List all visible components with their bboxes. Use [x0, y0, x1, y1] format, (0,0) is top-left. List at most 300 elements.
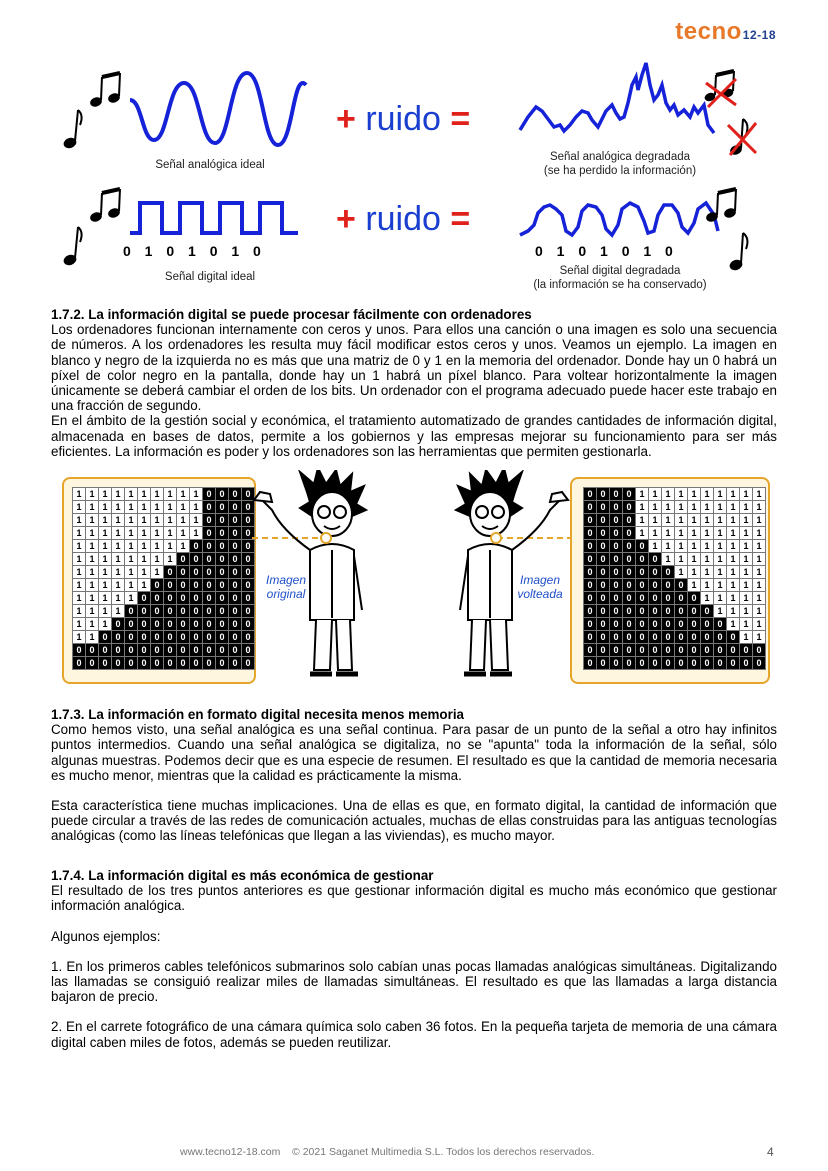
analog-wave-ideal: [130, 73, 306, 145]
bit-cell: 0: [203, 540, 216, 553]
bit-cell: 0: [662, 566, 675, 579]
plus-sign: +: [336, 100, 356, 138]
music-note-icon: [63, 73, 121, 149]
bit-cell: 0: [203, 553, 216, 566]
bit-cell: 0: [636, 631, 649, 644]
bit-cell: 1: [86, 514, 99, 527]
bit-cell: 0: [216, 488, 229, 501]
bit-cell: 0: [597, 644, 610, 657]
digital-wave-ideal: [130, 203, 298, 233]
bit-cell: 0: [112, 618, 125, 631]
scientist-icon: [456, 470, 568, 674]
bit-cell: 0: [597, 527, 610, 540]
bit-cell: 1: [714, 514, 727, 527]
bit-cell: 1: [753, 618, 766, 631]
bit-cell: 0: [229, 579, 242, 592]
digital-ideal-label: Señal digital ideal: [164, 271, 256, 283]
bit-cell: 1: [636, 514, 649, 527]
music-note-icon: [705, 189, 747, 271]
bit-cell: 1: [740, 514, 753, 527]
noise-equation-analog: [336, 100, 470, 139]
bit-cell: 1: [740, 501, 753, 514]
bit-cell: 0: [164, 644, 177, 657]
bit-cell: 1: [190, 527, 203, 540]
bit-cell: 1: [99, 618, 112, 631]
bit-cell: 1: [675, 527, 688, 540]
bit-cell: 0: [753, 644, 766, 657]
bit-cell: 1: [688, 514, 701, 527]
bit-cell: 1: [138, 501, 151, 514]
bit-cell: 1: [675, 553, 688, 566]
bit-cell: 1: [190, 488, 203, 501]
bit-cell: 0: [597, 566, 610, 579]
equals-sign: =: [450, 100, 471, 138]
bit-cell: 0: [216, 657, 229, 670]
bit-cell: 0: [190, 592, 203, 605]
bit-cell: 1: [151, 566, 164, 579]
bit-cell: 0: [623, 501, 636, 514]
bit-cell: 0: [242, 605, 255, 618]
bit-cell: 0: [662, 618, 675, 631]
bit-cell: 0: [675, 579, 688, 592]
bit-cell: 1: [86, 631, 99, 644]
paragraph: El resultado de los tres puntos anteriores es que gestionar información digital es mucho más económico que gestionar información analógica.: [51, 883, 777, 914]
paragraph: 1. En los primeros cables telefónicos submarinos solo cabían unas pocas llamadas analógicas simultáneas. Digitalizando las llamadas se consiguió realizar miles de llamadas simultáneas. El resultado es que las llamadas a larga distancia bajaron de precio.: [51, 958, 777, 1005]
bit-cell: 0: [610, 488, 623, 501]
bit-cell: 0: [190, 566, 203, 579]
bit-cell: 0: [623, 644, 636, 657]
scientist-icon: [254, 470, 366, 674]
bit-cell: 0: [714, 618, 727, 631]
bit-cell: 1: [740, 540, 753, 553]
bit-cell: 0: [649, 592, 662, 605]
bit-cell: 0: [216, 579, 229, 592]
bit-cell: 0: [242, 644, 255, 657]
footer-text: www.tecno12-18.com © 2021 Saganet Multimedia S.L. Todos los derechos reservados.: [180, 1146, 595, 1158]
bit-cell: 1: [177, 527, 190, 540]
bit-cell: 0: [675, 657, 688, 670]
bit-cell: 1: [701, 592, 714, 605]
crossed-music-note-icon: [703, 71, 756, 156]
bit-cell: 1: [125, 579, 138, 592]
bit-cell: 1: [714, 553, 727, 566]
analog-degraded-line2: (se ha perdido la información): [543, 165, 697, 177]
bit-cell: 1: [649, 488, 662, 501]
bit-cell: 0: [636, 605, 649, 618]
bit-cell: 1: [151, 540, 164, 553]
bit-cell: 0: [610, 605, 623, 618]
bit-cell: 0: [229, 514, 242, 527]
bit-cell: 1: [190, 501, 203, 514]
page-number: 4: [767, 1145, 774, 1159]
analog-ideal-label: Señal analógica ideal: [155, 159, 265, 171]
bit-cell: 1: [727, 605, 740, 618]
bit-cell: 1: [177, 488, 190, 501]
bit-cell: 1: [73, 605, 86, 618]
bit-cell: 0: [138, 605, 151, 618]
bit-cell: 1: [753, 488, 766, 501]
bit-cell: 0: [584, 501, 597, 514]
bit-cell: 0: [597, 618, 610, 631]
bit-cell: 0: [203, 501, 216, 514]
bit-cell: 0: [216, 553, 229, 566]
digital-wave-degraded: [520, 203, 718, 235]
bit-cell: 0: [229, 566, 242, 579]
bit-cell: 1: [701, 501, 714, 514]
bit-cell: 0: [73, 644, 86, 657]
bit-cell: 0: [610, 657, 623, 670]
bit-cell: 0: [164, 579, 177, 592]
bit-cell: 1: [701, 514, 714, 527]
bit-cell: 1: [675, 540, 688, 553]
bit-cell: 1: [125, 527, 138, 540]
bit-cell: 1: [86, 488, 99, 501]
bit-cell: 0: [177, 592, 190, 605]
bit-cell: 0: [584, 527, 597, 540]
bit-cell: 0: [177, 553, 190, 566]
bit-cell: 1: [99, 566, 112, 579]
bit-cell: 0: [597, 592, 610, 605]
bit-cell: 1: [662, 501, 675, 514]
bit-cell: 0: [623, 527, 636, 540]
bit-cell: 0: [584, 618, 597, 631]
bit-cell: 0: [99, 631, 112, 644]
bit-cell: 0: [649, 579, 662, 592]
bit-cell: 0: [229, 488, 242, 501]
bit-cell: 0: [229, 501, 242, 514]
bit-cell: 1: [753, 579, 766, 592]
bit-cell: 0: [610, 618, 623, 631]
bit-cell: 1: [714, 592, 727, 605]
bit-cell: 0: [138, 644, 151, 657]
noise-label: ruido: [365, 100, 441, 138]
bit-cell: 0: [242, 540, 255, 553]
bit-cell: 0: [701, 644, 714, 657]
bit-cell: 0: [242, 488, 255, 501]
bit-cell: 1: [112, 540, 125, 553]
bit-cell: 1: [636, 488, 649, 501]
bit-cell: 1: [649, 540, 662, 553]
bit-cell: 1: [99, 540, 112, 553]
bit-cell: 0: [203, 631, 216, 644]
bit-cell: 1: [714, 540, 727, 553]
bit-cell: 1: [688, 579, 701, 592]
bit-cell: 1: [649, 527, 662, 540]
bit-cell: 0: [86, 644, 99, 657]
bit-cell: 1: [151, 501, 164, 514]
bit-cell: 1: [662, 553, 675, 566]
bit-cell: 0: [125, 618, 138, 631]
bit-cell: 1: [727, 618, 740, 631]
bit-cell: 1: [164, 540, 177, 553]
caption-flipped-line2: volteada: [517, 587, 563, 601]
bit-cell: 1: [99, 605, 112, 618]
bit-cell: 0: [649, 605, 662, 618]
bit-cell: 1: [86, 553, 99, 566]
bit-cell: 0: [229, 631, 242, 644]
bit-cell: 0: [636, 644, 649, 657]
bit-cell: 1: [73, 631, 86, 644]
bit-cell: 1: [138, 488, 151, 501]
bit-cell: 0: [675, 618, 688, 631]
bit-cell: 1: [73, 527, 86, 540]
bit-cell: 1: [125, 592, 138, 605]
bit-cell: 0: [688, 592, 701, 605]
bit-cell: 1: [99, 579, 112, 592]
bit-cell: 1: [740, 579, 753, 592]
bit-cell: 1: [112, 605, 125, 618]
bit-grid-original: [72, 487, 255, 670]
caption-flipped: [510, 573, 570, 601]
music-note-icon: [63, 189, 121, 266]
bit-cell: 0: [727, 631, 740, 644]
bit-cell: 0: [203, 514, 216, 527]
bit-cell: 0: [623, 566, 636, 579]
bit-cell: 1: [753, 540, 766, 553]
bit-cell: 0: [242, 579, 255, 592]
bit-cell: 0: [138, 592, 151, 605]
bit-cell: 0: [675, 605, 688, 618]
bit-cell: 0: [649, 618, 662, 631]
bit-cell: 0: [688, 644, 701, 657]
bit-cell: 0: [177, 566, 190, 579]
bit-cell: 1: [73, 501, 86, 514]
bit-cell: 0: [190, 657, 203, 670]
bit-cell: 0: [190, 553, 203, 566]
section-1-7-4: [51, 868, 777, 1050]
bit-cell: 0: [216, 566, 229, 579]
bit-cell: 0: [242, 514, 255, 527]
caption-original: [256, 573, 316, 601]
bit-cell: 0: [151, 644, 164, 657]
bit-cell: 1: [125, 514, 138, 527]
bit-cell: 1: [675, 514, 688, 527]
bit-cell: 1: [112, 566, 125, 579]
bit-cell: 0: [203, 488, 216, 501]
bit-cell: 1: [73, 553, 86, 566]
bit-cell: 0: [164, 631, 177, 644]
bit-cell: 0: [623, 553, 636, 566]
bit-cell: 0: [610, 644, 623, 657]
bit-cell: 0: [177, 618, 190, 631]
bit-cell: 1: [73, 618, 86, 631]
bit-cell: 0: [610, 566, 623, 579]
bit-cell: 1: [714, 501, 727, 514]
bit-cell: 1: [86, 618, 99, 631]
bit-cell: 0: [216, 592, 229, 605]
bit-cell: 1: [73, 540, 86, 553]
bit-cell: 1: [753, 527, 766, 540]
bit-cell: 0: [662, 631, 675, 644]
bit-cell: 0: [740, 657, 753, 670]
bit-cell: 0: [688, 605, 701, 618]
bit-cell: 1: [675, 501, 688, 514]
bit-cell: 0: [701, 631, 714, 644]
digits-degraded: 0 1 0 1 0 1 0: [535, 243, 673, 259]
bit-cell: 0: [584, 488, 597, 501]
bit-cell: 0: [151, 592, 164, 605]
bit-cell: 0: [190, 579, 203, 592]
bit-cell: 0: [597, 514, 610, 527]
bit-cell: 0: [138, 657, 151, 670]
bit-cell: 1: [740, 553, 753, 566]
bit-cell: 0: [649, 631, 662, 644]
bit-cell: 1: [688, 501, 701, 514]
bit-cell: 0: [125, 631, 138, 644]
bit-cell: 1: [164, 553, 177, 566]
bit-cell: 1: [688, 540, 701, 553]
bit-cell: 0: [229, 657, 242, 670]
bit-cell: 0: [203, 527, 216, 540]
bit-cell: 0: [636, 553, 649, 566]
bit-cell: 0: [229, 540, 242, 553]
bit-cell: 0: [623, 657, 636, 670]
bit-cell: 0: [753, 657, 766, 670]
bit-cell: 1: [727, 488, 740, 501]
bit-cell: 1: [714, 566, 727, 579]
bit-cell: 0: [623, 514, 636, 527]
bit-cell: 0: [229, 644, 242, 657]
bit-cell: 1: [86, 592, 99, 605]
plus-sign: +: [336, 200, 356, 238]
bit-cell: 0: [636, 540, 649, 553]
bit-cell: 0: [597, 657, 610, 670]
bit-cell: 0: [242, 527, 255, 540]
bit-cell: 0: [584, 644, 597, 657]
bit-cell: 0: [242, 501, 255, 514]
bit-cell: 0: [138, 631, 151, 644]
bit-cell: 0: [597, 579, 610, 592]
bit-cell: 0: [636, 592, 649, 605]
bit-cell: 1: [138, 579, 151, 592]
caption-flipped-line1: Imagen: [519, 573, 561, 587]
bit-cell: 1: [177, 501, 190, 514]
bit-cell: 1: [701, 488, 714, 501]
bit-cell: 0: [610, 540, 623, 553]
bit-cell: 0: [636, 579, 649, 592]
bit-cell: 0: [99, 657, 112, 670]
bit-cell: 0: [203, 579, 216, 592]
paragraph: Los ordenadores funcionan internamente con ceros y unos. Para ellos una canción o una imagen es solo una secuencia de números. A los ordenadores les resulta muy fácil modificar estos ceros y unos. Veamos un ejemplo. La imagen en blanco y negro de la izquierda no es más que una matriz de 0 y 1 en la memoria del ordenador. Donde hay un 0 habrá un píxel de color negro en la pantalla, donde hay un 1 habrá un píxel blanco. Para voltear horizontalmente la imagen únicamente se deberá cambiar el orden de los bits. Un ordenador con el programa adecuado puede hacer este trabajo en una fracción de segundo.: [51, 322, 777, 414]
bit-cell: 1: [701, 540, 714, 553]
bit-cell: 0: [597, 488, 610, 501]
bit-cell: 1: [177, 540, 190, 553]
bit-cell: 1: [138, 527, 151, 540]
bit-cell: 0: [636, 618, 649, 631]
bit-cell: 1: [753, 592, 766, 605]
bit-cell: 0: [190, 618, 203, 631]
bit-grid-flipped: [583, 487, 766, 670]
caption-original-line2: original: [266, 587, 306, 601]
bit-cell: 1: [740, 605, 753, 618]
bit-cell: 1: [125, 553, 138, 566]
bit-cell: 1: [86, 566, 99, 579]
bit-cell: 1: [701, 566, 714, 579]
bit-cell: 0: [610, 579, 623, 592]
bit-cell: 0: [649, 644, 662, 657]
bit-cell: 0: [112, 631, 125, 644]
bit-cell: 1: [753, 566, 766, 579]
bit-cell: 0: [623, 579, 636, 592]
bit-cell: 0: [649, 566, 662, 579]
bit-cell: 1: [740, 527, 753, 540]
bit-cell: 1: [662, 488, 675, 501]
bit-cell: 0: [229, 592, 242, 605]
bit-cell: 0: [662, 657, 675, 670]
bit-cell: 0: [597, 631, 610, 644]
bit-cell: 0: [584, 592, 597, 605]
bit-cell: 1: [99, 592, 112, 605]
bit-cell: 0: [203, 644, 216, 657]
bit-cell: 0: [190, 540, 203, 553]
bit-cell: 1: [636, 501, 649, 514]
bit-cell: 0: [86, 657, 99, 670]
bit-cell: 0: [164, 618, 177, 631]
bit-cell: 0: [151, 657, 164, 670]
section-1-7-2: [51, 307, 777, 459]
bit-cell: 0: [138, 618, 151, 631]
bit-cell: 1: [727, 501, 740, 514]
section-1-7-3: [51, 707, 777, 844]
bit-cell: 1: [112, 514, 125, 527]
bit-cell: 1: [86, 605, 99, 618]
bit-cell: 0: [675, 592, 688, 605]
bit-cell: 0: [164, 657, 177, 670]
bit-cell: 0: [597, 553, 610, 566]
bit-cell: 0: [636, 566, 649, 579]
bit-cell: 1: [125, 566, 138, 579]
digital-degraded-line2: (la información se ha conservado): [533, 279, 707, 291]
bit-cell: 1: [701, 553, 714, 566]
bit-cell: 1: [190, 514, 203, 527]
bit-cell: 0: [701, 605, 714, 618]
bit-cell: 1: [125, 501, 138, 514]
bit-cell: 1: [73, 592, 86, 605]
bit-cell: 0: [125, 644, 138, 657]
paragraph: 2. En el carrete fotográfico de una cámara química solo caben 36 fotos. En la pequeña tarjeta de memoria de una cámara digital caben miles de fotos, además se pueden reutilizar.: [51, 1019, 777, 1050]
bit-cell: 0: [610, 501, 623, 514]
bit-cell: 0: [73, 657, 86, 670]
bit-cell: 0: [675, 644, 688, 657]
bit-cell: 0: [125, 657, 138, 670]
bit-cell: 0: [610, 592, 623, 605]
bit-cell: 1: [86, 540, 99, 553]
bit-cell: 1: [177, 514, 190, 527]
bit-cell: 0: [636, 657, 649, 670]
bit-cell: 0: [216, 514, 229, 527]
bit-cell: 1: [151, 527, 164, 540]
bit-cell: 0: [584, 605, 597, 618]
section-heading: 1.7.4. La información digital es más económica de gestionar: [51, 868, 434, 883]
bit-cell: 0: [610, 631, 623, 644]
bit-cell: 1: [86, 501, 99, 514]
bit-cell: 1: [151, 553, 164, 566]
bit-cell: 0: [112, 644, 125, 657]
bit-cell: 0: [701, 657, 714, 670]
bit-cell: 0: [151, 618, 164, 631]
logo-word: tecno: [675, 18, 742, 45]
bit-cell: 0: [662, 644, 675, 657]
bit-cell: 0: [242, 566, 255, 579]
bit-cell: 1: [688, 527, 701, 540]
analog-degraded-label: [500, 150, 740, 178]
bit-cell: 1: [740, 488, 753, 501]
bit-cell: 0: [203, 566, 216, 579]
bit-cell: 1: [701, 579, 714, 592]
digital-degraded-line1: Señal digital degradada: [559, 265, 681, 277]
bit-cell: 0: [177, 605, 190, 618]
bit-cell: 0: [216, 540, 229, 553]
